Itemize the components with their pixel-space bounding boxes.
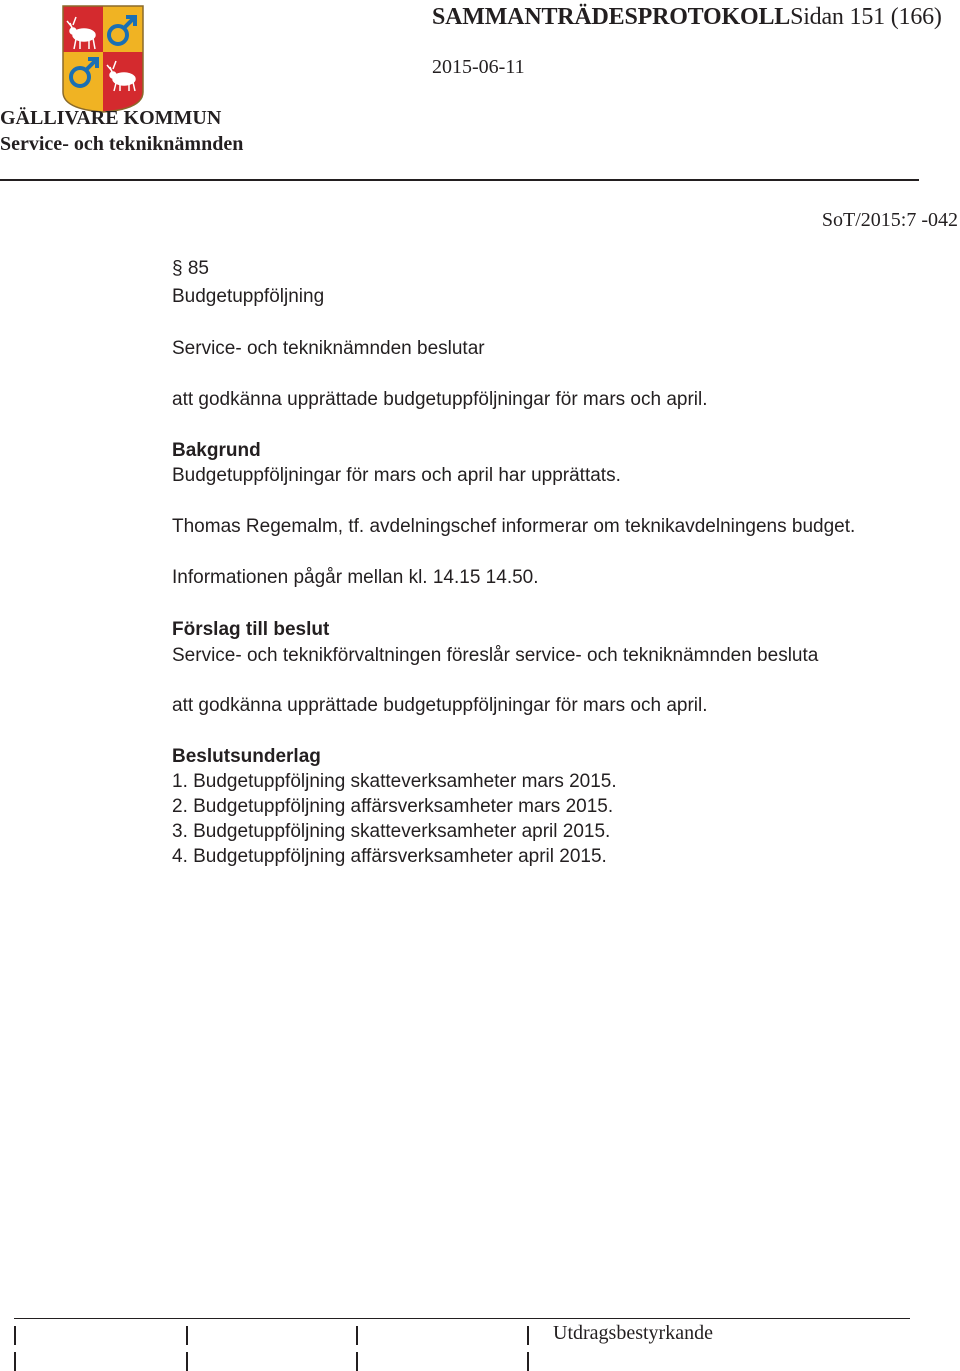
proposal-text: Service- och teknikförvaltningen föreslår service- och tekniknämnden besluta [172,645,819,666]
section-symbol: § [172,258,183,279]
document-title [432,4,942,31]
diarie-number: SoT/2015:7 -042 [821,209,958,231]
proposal-heading: Förslag till beslut [172,619,330,640]
coat-of-arms-icon [62,5,144,113]
municipality-name: GÄLLIVARE KOMMUN [0,107,222,129]
section-number [172,258,209,280]
signature-box-divider [527,1352,529,1371]
background-line-2: Thomas Regemalm, tf. avdelningschef informerar om teknikavdelningens budget. [172,516,856,537]
signature-box-divider [186,1326,188,1345]
background-line-1: Budgetuppföljningar för mars och april har upprättats. [172,465,621,486]
signature-box-divider [186,1352,188,1371]
background-line-3: Informationen pågår mellan kl. 14.15 14.50. [172,567,539,588]
organization [0,105,243,157]
signature-box-divider [14,1326,16,1345]
basis-heading: Beslutsunderlag [172,746,321,767]
section-title: Budgetuppföljning [172,286,325,307]
basis-item: 1. Budgetuppföljning skatteverksamheter mars 2015. [172,771,617,792]
page-number: Sidan 151 (166) [790,4,942,30]
signature-box-divider [356,1352,358,1371]
document-type: SAMMANTRÄDESPROTOKOLL [432,4,791,30]
decision-text: att godkänna upprättade budgetuppföljningar för mars och april. [172,389,708,410]
background-heading: Bakgrund [172,440,261,461]
decision-heading: Service- och tekniknämnden beslutar [172,338,485,359]
basis-item: 2. Budgetuppföljning affärsverksamheter mars 2015. [172,796,614,817]
signature-box-divider [356,1326,358,1345]
meeting-date: 2015-06-11 [432,56,525,78]
basis-item: 4. Budgetuppföljning affärsverksamheter april 2015. [172,846,607,867]
signature-box-divider [527,1326,529,1345]
signature-box-divider [14,1352,16,1371]
header-divider [0,179,919,181]
footer-certification-label: Utdragsbestyrkande [553,1322,713,1344]
footer-divider [14,1318,910,1319]
committee-name: Service- och tekniknämnden [0,133,244,155]
section-number-value: 85 [187,258,209,279]
basis-item: 3. Budgetuppföljning skatteverksamheter april 2015. [172,821,611,842]
proposal-decision: att godkänna upprättade budgetuppföljningar för mars och april. [172,695,708,716]
